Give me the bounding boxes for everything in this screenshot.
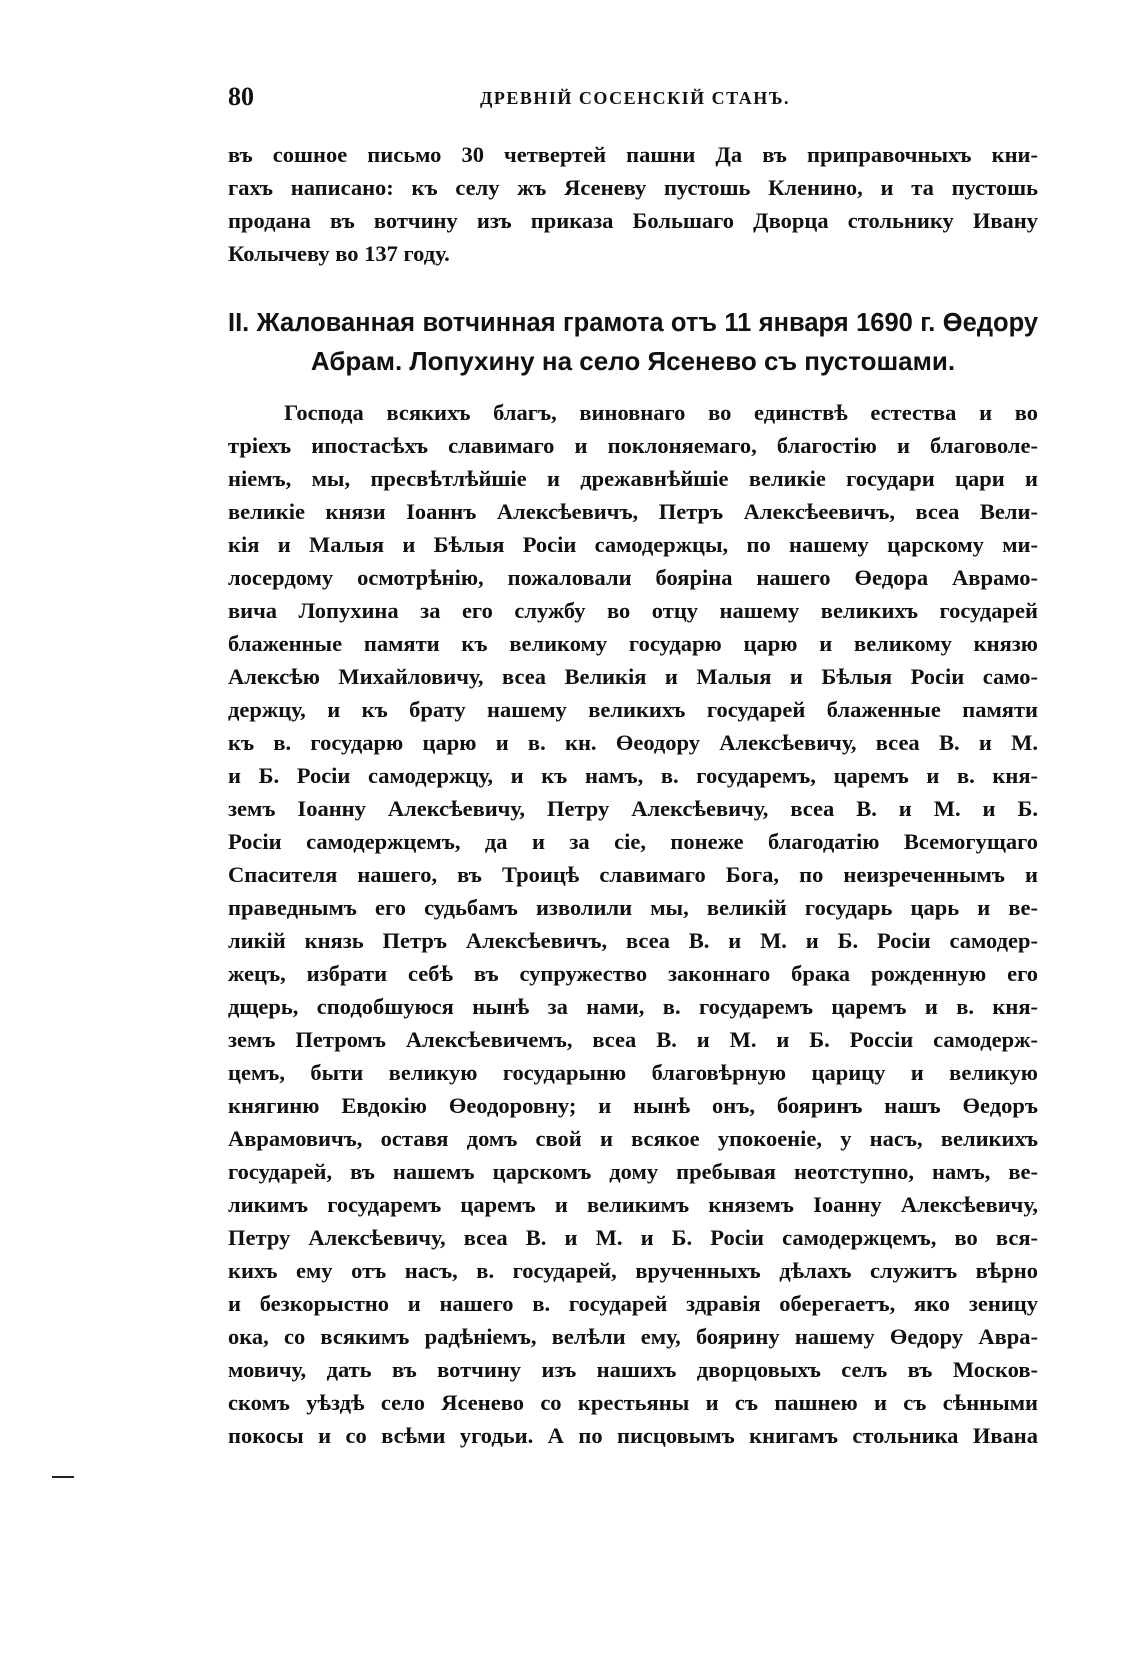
text-line: тріехъ ипостасѣхъ славимаго и поклоняемаго, благостію и благоволе- <box>228 433 1038 458</box>
text-line: и безкорыстно и нашего в. государей здравія оберегаетъ, яко зеницу <box>228 1291 1038 1316</box>
text-line: великіе князи Іоаннъ Алексѣевичъ, Петръ Алексѣеевичъ, всеа Вели- <box>228 499 1038 524</box>
charter-text <box>228 396 1038 1452</box>
text-line: княгиню Евдокію Өеодоровну; и нынѣ онъ, бояринъ нашъ Өедоръ <box>228 1093 1038 1118</box>
text-line: цемъ, быти великую государыню благовѣрную царицу и великую <box>228 1060 1038 1085</box>
intro-paragraph <box>228 138 1038 270</box>
page-header <box>228 82 1038 122</box>
text-line: въ сошное письмо 30 четвертей пашни Да въ приправочныхъ кни- <box>228 142 1038 167</box>
text-line: держцу, и къ брату нашему великихъ государей блаженные памяти <box>228 697 1038 722</box>
text-line: гахъ написано: къ селу жъ Ясеневу пустошь Кленино, и та пустошь <box>228 175 1038 200</box>
text-line: земъ Петромъ Алексѣевичемъ, всеа В. и М. и Б. Россіи самодерж- <box>228 1027 1038 1052</box>
text-line: Росіи самодержцемъ, да и за сіе, понеже благодатію Всемогущаго <box>228 829 1038 854</box>
text-line: вича Лопухина за его службу во отцу нашему великихъ государей <box>228 598 1038 623</box>
text-line: и Б. Росіи самодержцу, и къ намъ, в. государемъ, царемъ и в. кня- <box>228 763 1038 788</box>
text-line: блаженные памяти къ великому государю царю и великому князю <box>228 631 1038 656</box>
page-number: 80 <box>228 82 254 111</box>
section-heading-line: II. Жалованная вотчинная грамота отъ 11 января 1690 г. Өедору <box>228 309 1038 337</box>
margin-mark <box>52 1476 74 1478</box>
text-line: мовичу, дать въ вотчину изъ нашихъ дворцовыхъ селъ въ Москов- <box>228 1357 1038 1382</box>
text-line: праведнымъ его судьбамъ изволили мы, великій государь царь и ве- <box>228 895 1038 920</box>
text-line: земъ Іоанну Алексѣевичу, Петру Алексѣевичу, всеа В. и М. и Б. <box>228 796 1038 821</box>
text-line: государей, въ нашемъ царскомъ дому пребывая неотступно, намъ, ве- <box>228 1159 1038 1184</box>
text-line: Колычеву во 137 году. <box>228 241 450 266</box>
running-title: ДРЕВНІЙ СОСЕНСКІЙ СТАНЪ. <box>480 88 791 108</box>
text-line: лосердому осмотрѣнію, пожаловали бояріна нашего Өедора Аврамо- <box>228 565 1038 590</box>
text-line: Спасителя нашего, въ Троицѣ славимаго Бога, по неизреченнымъ и <box>228 862 1038 887</box>
text-line: ніемъ, мы, пресвѣтлѣйшіе и дрежавнѣйшіе великіе государи цари и <box>228 466 1038 491</box>
text-line: ока, со всякимъ радѣніемъ, велѣли ему, боярину нашему Өедору Авра- <box>228 1324 1038 1349</box>
text-line: Господа всякихъ благъ, виновнаго во единствѣ естества и во <box>284 400 1038 425</box>
section-heading <box>228 304 1038 380</box>
text-line: Алексѣю Михайловичу, всеа Великія и Малыя и Бѣлыя Росіи само- <box>228 664 1038 689</box>
text-line: Петру Алексѣевичу, всеа В. и М. и Б. Росіи самодержцемъ, во вся- <box>228 1225 1038 1250</box>
text-line: дщерь, сподобшуюся нынѣ за нами, в. государемъ царемъ и в. кня- <box>228 994 1038 1019</box>
text-line: ликій князь Петръ Алексѣевичъ, всеа В. и М. и Б. Росіи самодер- <box>228 928 1038 953</box>
text-line: скомъ уѣздѣ село Ясенево со крестьяны и съ пашнею и съ сѣнными <box>228 1390 1038 1415</box>
text-line: къ в. государю царю и в. кн. Өеодору Алексѣевичу, всеа В. и М. <box>228 730 1038 755</box>
text-line: кія и Малыя и Бѣлыя Росіи самодержцы, по нашему царскому ми- <box>228 532 1038 557</box>
text-line: продана въ вотчину изъ приказа Большаго Дворца стольнику Ивану <box>228 208 1038 233</box>
text-line: жецъ, избрати себѣ въ супружество законнаго брака рожденную его <box>228 961 1038 986</box>
text-line: кихъ ему отъ насъ, в. государей, врученныхъ дѣлахъ служитъ вѣрно <box>228 1258 1038 1283</box>
section-heading-line: Абрам. Лопухину на село Ясенево съ пустошами. <box>310 346 956 376</box>
text-line: покосы и со всѣми угодьи. А по писцовымъ книгамъ стольника Ивана <box>228 1423 1038 1448</box>
text-line: Аврамовичъ, оставя домъ свой и всякое упокоеніе, у насъ, великихъ <box>228 1126 1038 1151</box>
text-line: ликимъ государемъ царемъ и великимъ княземъ Іоанну Алексѣевичу, <box>228 1192 1038 1217</box>
